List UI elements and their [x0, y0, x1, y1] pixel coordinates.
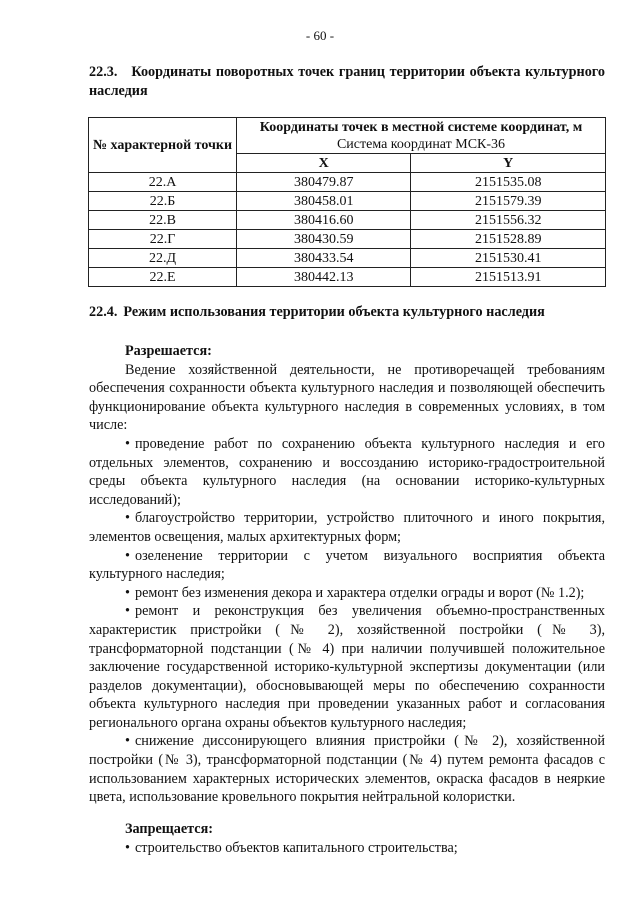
point-id: 22.Г — [89, 230, 237, 249]
point-id: 22.Д — [89, 249, 237, 268]
list-item — [89, 584, 605, 603]
bullet-icon: • — [125, 839, 130, 856]
coord-y: 2151528.89 — [411, 230, 606, 249]
table-header-row — [89, 118, 606, 154]
coord-y: 2151530.41 — [411, 249, 606, 268]
section-title: Режим использования территории объекта культурного наследия — [123, 304, 545, 320]
table-row — [89, 249, 606, 268]
bullet-icon: • — [125, 435, 130, 452]
list-item — [89, 547, 605, 584]
list-item-text: озеленение территории с учетом визуального восприятия объекта культурного наследия; — [89, 547, 605, 583]
coord-x: 380458.01 — [237, 192, 411, 211]
coordinates-table — [88, 117, 606, 287]
table-row — [89, 268, 606, 287]
coord-y: 2151556.32 — [411, 211, 606, 230]
coord-x: 380430.59 — [237, 230, 411, 249]
point-id: 22.Б — [89, 192, 237, 211]
coord-x: 380479.87 — [237, 173, 411, 192]
coord-y: 2151579.39 — [411, 192, 606, 211]
header-x: X — [237, 154, 411, 173]
list-item-text: снижение диссонирующего влияния пристройки (№ 2), хозяйственной постройки (№ 3), трансформаторной подстанции (№ 4) путем ремонта фасадов с использованием характерных исторических элементов, окраска фасадов в неяркие цвета, использование кровельного покрытия нейтральной колористки. — [89, 733, 605, 806]
header-y: Y — [411, 154, 606, 173]
allowed-section — [89, 342, 605, 807]
table-row — [89, 173, 606, 192]
coord-x: 380433.54 — [237, 249, 411, 268]
table-row — [89, 192, 606, 211]
header-coords-system: Система координат МСК-36 — [336, 137, 506, 152]
page-number: - 60 - — [305, 28, 335, 43]
point-id: 22.Е — [89, 268, 237, 287]
list-item — [89, 509, 605, 546]
section-number: 22.3. — [89, 64, 118, 80]
coord-x: 380416.60 — [237, 211, 411, 230]
coord-x: 380442.13 — [237, 268, 411, 287]
coord-y: 2151535.08 — [411, 173, 606, 192]
list-item-text: проведение работ по сохранению объекта культурного наследия и его отдельных элементов, сохранению и воссозданию историко-градостроительной среды объекта культурного наследия (на основании историко-культурных исследований); — [89, 435, 605, 508]
header-coordinates — [237, 118, 606, 154]
list-item — [89, 839, 605, 858]
list-item-text: благоустройство территории, устройство плиточного и иного покрытия, элементов освещения, малых архитектурных форм; — [89, 510, 605, 545]
point-id: 22.А — [89, 173, 237, 192]
point-id: 22.В — [89, 211, 237, 230]
list-item — [89, 435, 605, 509]
table-row — [89, 230, 606, 249]
list-item-text: ремонт без изменения декора и характера отделки ограды и ворот (№ 1.2); — [134, 584, 585, 601]
table-row — [89, 211, 606, 230]
allowed-heading: Разрешается: — [125, 343, 212, 359]
header-point-number: № характерной точки — [89, 118, 237, 173]
bullet-icon: • — [125, 603, 130, 620]
bullet-icon: • — [125, 733, 130, 750]
bullet-icon: • — [125, 547, 130, 564]
list-item-text: ремонт и реконструкция без увеличения объемно-пространственных характеристик пристройки (№ 2), хозяйственной постройки (№ 3), трансформаторной подстанции (№ 4) при наличии получившей положительное заключение государственной историко-культурной экспертизы документации (или разделов документации), обосновывающей меры по обеспечению сохранности объекта культурного наследия при проведении указанных работ и согласования регионального органа охраны объектов культурного наследия; — [89, 603, 605, 731]
list-item-text: строительство объектов капитального строительства; — [134, 839, 458, 856]
allowed-intro: Ведение хозяйственной деятельности, не противоречащей требованиям обеспечения сохранности объекта культурного наследия и позволяющей обеспечить функционирование объекта культурного наследия в современных условиях, в том числе: — [89, 361, 605, 434]
section-heading-22-4 — [89, 303, 605, 322]
list-item — [89, 732, 605, 806]
forbidden-section — [89, 820, 605, 857]
section-number: 22.4. — [89, 304, 118, 320]
forbidden-heading: Запрещается: — [125, 821, 213, 837]
bullet-icon: • — [125, 510, 130, 527]
coord-y: 2151513.91 — [411, 268, 606, 287]
list-item — [89, 602, 605, 732]
section-title: Координаты поворотных точек границ территории объекта культурного наследия — [89, 64, 605, 99]
section-heading-22-3 — [89, 63, 605, 100]
header-coords-title: Координаты точек в местной системе координат, м — [259, 120, 583, 135]
bullet-icon: • — [125, 584, 130, 601]
